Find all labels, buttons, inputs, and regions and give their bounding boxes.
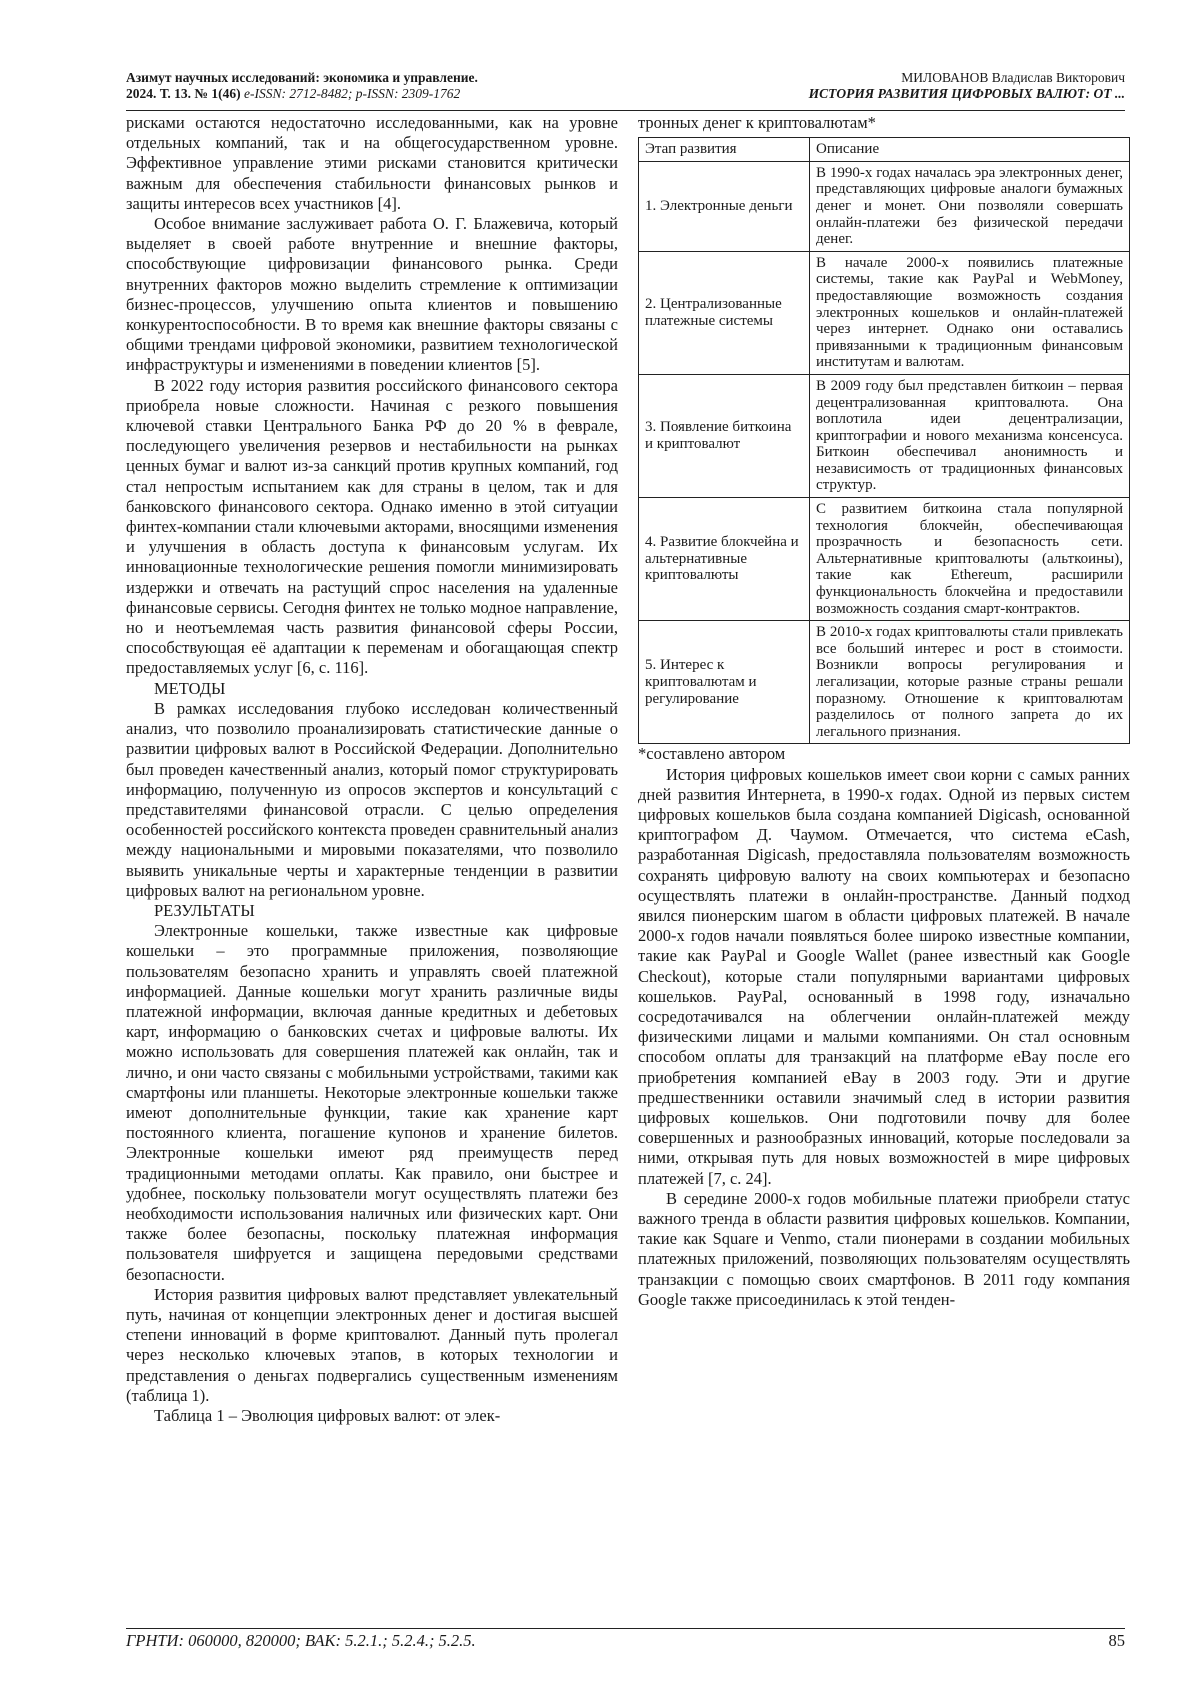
section-heading-methods: МЕТОДЫ [154, 678, 226, 698]
description-cell: В 1990-х годах началась эра электронных денег, представляющих цифровые аналоги бумажных денег и монет. Они позволяли совершать онлайн-платежи без физической передачи денег. [810, 161, 1130, 251]
table-header-cell: Описание [810, 138, 1130, 162]
table-row [639, 374, 1130, 497]
journal-issn: e-ISSN: 2712-8482; p-ISSN: 2309-1762 [243, 86, 461, 101]
footer-rule [126, 1628, 1125, 1629]
paragraph: В середине 2000-х годов мобильные платежи приобрели статус важного тренда в области развития цифровых кошельков. Компании, такие как Square и Venmo, стали пионерами в создании мобильных платежных приложений, позволяющих пользователям осуществлять транзакции с помощью своих смартфонов. В 2011 году компания Google также присоединилась к этой тенден- [638, 1188, 1130, 1309]
table-row [639, 621, 1130, 744]
paragraph: В рамках исследования глубоко исследован количественный анализ, что позволило проанализировать статистические данные о развитии цифровых валют в Российской Федерации. Дополнительно был проведен качественный анализ, который помог структурировать информацию, полученную из опросов экспертов и консультаций с представителями финансовой отрасли. С целью определения особенностей российского контекста проведен сравнительный анализ между национальными и мировыми показателями, что позволило выявить уникальные черты и характерные тенденции в развитии цифровых валют на региональном уровне. [126, 698, 618, 900]
table-row [639, 251, 1130, 374]
paragraph: Электронные кошельки, также известные как цифровые кошельки – это программные приложения, позволяющие пользователям безопасно хранить и управлять своей платежной информацией. Данные кошельки могут хранить различные виды платежной информации, включая данные кредитных и дебетовых карт, информацию о банковских счетах и цифровые валюты. Их можно использовать для совершения платежей как онлайн, так и лично, и они часто связаны с мобильными устройствами, такими как смартфоны или планшеты. Некоторые электронные кошельки также имеют дополнительные функции, такие как хранение карт постоянного клиента, погашение купонов и хранение билетов. Электронные кошельки имеют ряд преимуществ перед традиционными методами оплаты. Как правило, они быстрее и удобнее, поскольку пользователи могут осуществлять платежи без необходимости использования наличных или физических карт. Они также более безопасны, поскольку платежная информация пользователя шифруется и защищена передовыми средствами безопасности. [126, 921, 618, 1284]
right-column [638, 113, 1130, 1310]
paragraph: рисками остаются недостаточно исследованными, как на уровне отдельных компаний, так и на общегосударственном уровне. Эффективное управление этими рисками становится критически важным для обеспечения стабильности финансовых рынков и защиты интересов всех участников [4]. [126, 113, 618, 213]
stage-cell: 5. Интерес к криптовалютам и регулирование [639, 621, 810, 744]
stage-cell: 2. Централизованные платежные системы [639, 251, 810, 374]
running-header [126, 70, 1125, 110]
description-cell: С развитием биткоина стала популярной технология блокчейн, обеспечивающая прозрачность и безопасность сети. Альтернативные криптовалюты (альткоины), такие как Ethereum, расширили функциональность блокчейна и предоставили возможность создания смарт-контрактов. [810, 498, 1130, 621]
header-rule [126, 110, 1125, 111]
table-row [639, 161, 1130, 251]
description-cell: В 2009 году был представлен биткоин – первая децентрализованная криптовалюта. Она воплотила идеи децентрализации, криптографии и нового механизма консенсуса. Биткоин обеспечивал анонимность и независимость от традиционных финансовых структур. [810, 374, 1130, 497]
table-row [639, 498, 1130, 621]
page-number: 85 [1108, 1631, 1125, 1650]
paragraph: История развития цифровых валют представляет увлекательный путь, начиная от концепции электронных денег и достигая высшей степени инноваций в форме криптовалют. Данный путь пролегал через несколько ключевых этапов, в которых технологии и представления о деньгах подвергались существенным изменениям (таблица 1). [126, 1284, 618, 1405]
journal-info [126, 70, 478, 102]
paragraph: Особое внимание заслуживает работа О. Г. Блажевича, который выделяет в своей работе внутренние и внешние факторы, способствующие цифровизации финансового рынка. Среди внутренних факторов можно выделить стремление к оптимизации бизнес-процессов, улучшению опыта клиентов и повышению конкурентоспособности. В то время как внешние факторы связаны с общими трендами цифровой экономики, развитием технологической инфраструктуры и изменениями в поведении клиентов [5]. [126, 214, 618, 375]
page-footer [126, 1631, 1125, 1651]
table-caption: Таблица 1 – Эволюция цифровых валют: от элек- [154, 1406, 501, 1425]
journal-name: Азимут научных исследований: экономика и управление. [126, 70, 478, 85]
paragraph: История цифровых кошельков имеет свои корни с самых ранних дней развития Интернета, в 1990-х годах. Одной из первых систем цифровых кошельков была создана компанией Digicash, основанной криптографом Д. Чаумом. Отмечается, что система eCash, разработанная Digicash, предоставляла пользователям возможность сохранять цифровую валюту на своих компьютерах и безопасно осуществлять платежи в онлайн-пространстве. Данный подход явился пионерским шагом в области цифровых платежей. В начале 2000-х годов начали появляться более широко известные компании, такие как PayPal и Google Wallet (ранее известный как Google Checkout), которые стали популярными вариантами цифровых кошельков. PayPal, основанный в 1998 году, изначально сосредотачивался на облегчении онлайн-платежей между физическими лицами и малыми компаниями. Он стал основным способом оплаты для транзакций на платформе eBay после его приобретения компанией eBay в 2003 году. Эти и другие предшественники оставили значимый след в истории развития цифровых кошельков. Они подготовили почву для более совершенных и разнообразных инноваций, которые последовали за ними, открывая путь для новых возможностей в мире цифровых платежей [7, с. 24]. [638, 764, 1130, 1188]
article-info [809, 70, 1125, 102]
journal-volume: 2024. Т. 13. № 1(46) [126, 86, 241, 101]
article-title: ИСТОРИЯ РАЗВИТИЯ ЦИФРОВЫХ ВАЛЮТ: ОТ ... [808, 86, 1125, 101]
evolution-table [638, 137, 1130, 744]
author-name: МИЛОВАНОВ Владислав Викторович [901, 70, 1125, 85]
stage-cell: 1. Электронные деньги [639, 161, 810, 251]
description-cell: В 2010-х годах криптовалюты стали привлекать все больший интерес и рост в стоимости. Возникли вопросы регулирования и легализации, которые разные страны решали поразному. Отношение к криптовалютам разделилось от полного запрета до их легального признания. [810, 621, 1130, 744]
table-note: *составлено автором [638, 744, 786, 764]
left-column [126, 113, 618, 1426]
stage-cell: 3. Появление биткоина и криптовалют [639, 374, 810, 497]
table-caption-cont: тронных денег к криптовалютам* [638, 113, 876, 132]
table-header-row [639, 138, 1130, 162]
table-header-cell: Этап развития [639, 138, 810, 162]
paragraph: В 2022 году история развития российского финансового сектора приобрела новые сложности. Начиная с резкого повышения ключевой ставки Центрального Банка РФ до 20 % в феврале, последующего увеличения резервов и нестабильности на рынках ценных бумаг и валют из-за санкций против крупных компаний, год стал непростым испытанием как для страны в целом, так и для банковского финансового сектора. Однако именно в этой ситуации финтех-компании стали ключевыми акторами, вносящими изменения и улучшения в область доступа к финансовым услугам. Их инновационные технологические решения помогли минимизировать издержки и отвечать на растущий спрос населения на удаленные финансовые сервисы. Сегодня финтех не только модное направление, но и неотъемлемая часть развития финансовой сферы России, способствующая её адаптации к переменам и обогащающая спектр предоставляемых услуг [6, с. 116]. [126, 375, 618, 678]
classification-codes: ГРНТИ: 060000, 820000; ВАК: 5.2.1.; 5.2.4.; 5.2.5. [126, 1631, 476, 1650]
section-heading-results: РЕЗУЛЬТАТЫ [154, 900, 255, 920]
stage-cell: 4. Развитие блокчейна и альтернативные криптовалюты [639, 498, 810, 621]
description-cell: В начале 2000-х появились платежные системы, такие как PayPal и WebMoney, предоставляющие возможность создания электронных кошельков и онлайн-платежей через интернет. Однако они оставались привязанными к традиционным финансовым институтам и валютам. [810, 251, 1130, 374]
